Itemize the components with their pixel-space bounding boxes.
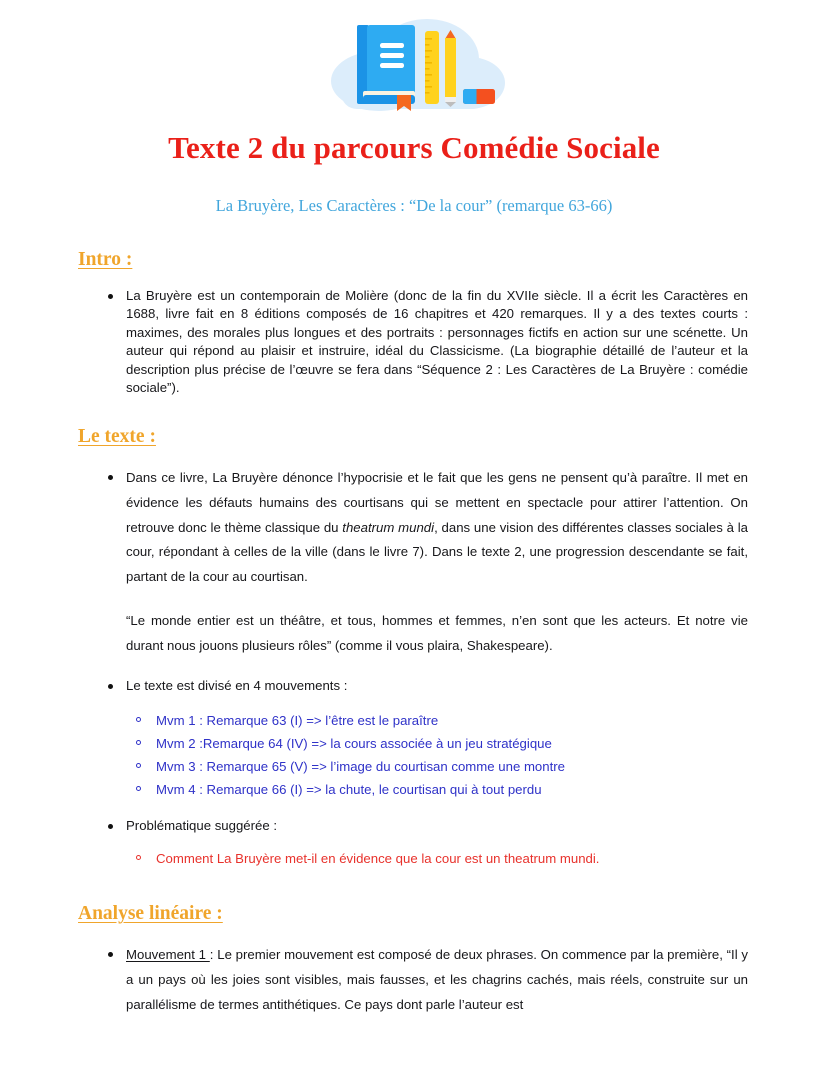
header-illustration bbox=[0, 0, 828, 122]
intro-block bbox=[0, 287, 828, 397]
list-item: Mvm 2 :Remarque 64 (IV) => la cours associée à un jeu stratégique bbox=[126, 732, 748, 755]
eraser-shape bbox=[463, 89, 495, 104]
page-subtitle: La Bruyère, Les Caractères : “De la cour” (remarque 63-66) bbox=[215, 196, 613, 215]
section-heading-analyse-lineaire: Analyse linéaire : bbox=[78, 903, 223, 925]
list-item bbox=[98, 466, 748, 589]
list-item bbox=[98, 943, 748, 1017]
list-item: Mvm 1 : Remarque 63 (I) => l’être est le paraître bbox=[126, 709, 748, 732]
book-ruler-pencil-eraser-icon bbox=[319, 9, 509, 114]
shakespeare-quote-wrapper bbox=[98, 609, 748, 658]
paragraph-part-1: Dans ce livre, La Bruyère dénonce l’hypocrisie et le fait que les gens ne pensent qu’à paraître. Il met en évidence les défauts humains des courtisans qui se mettent en spectacle pour attirer l’attention. On retrouve donc le thème classique du bbox=[126, 470, 748, 535]
paragraph-part-2: , dans une vision des différentes classes sociales à la cour, répondant à celles de la ville (dans le livre 7). Dans le texte 2, une progression descendante se fait, partant de la cour au courtisan. bbox=[126, 519, 748, 584]
problematique-block bbox=[0, 817, 828, 835]
ruler-shape bbox=[425, 31, 439, 104]
theatrum-mundi-italic: theatrum mundi bbox=[342, 519, 435, 535]
intro-paragraph: La Bruyère est un contemporain de Molière (donc de la fin du XVIIe siècle. Il a écrit les Caractères en 1688, livre fait en 8 éditions composés de 16 chapitres et 420 remarques. Il y a des textes courts : maximes, des morales plus longues et des portraits : personnages fictifs en action sur une scénette. Un auteur qui répond au plaisir et instruire, idéal du Classicisme. (La biographie détaillé de l’auteur et la description plus précise de l’œuvre se fera dans “Séquence 2 : Les Caractères de La Bruyère : comédie sociale”). bbox=[126, 288, 748, 396]
analyse-paragraph bbox=[126, 943, 748, 1017]
list-item: Mvm 4 : Remarque 66 (I) => la chute, le courtisan qui à tout perdu bbox=[126, 778, 748, 801]
pencil-shape bbox=[445, 30, 456, 107]
le-texte-block bbox=[0, 466, 828, 695]
mouvements-intro: Le texte est divisé en 4 mouvements : bbox=[126, 677, 348, 693]
list-item bbox=[98, 677, 748, 695]
analyse-block bbox=[0, 943, 828, 1017]
section-heading-intro: Intro : bbox=[78, 249, 133, 270]
mouvements-sublist bbox=[0, 709, 828, 801]
list-item: Mvm 3 : Remarque 65 (V) => l’image du courtisan comme une montre bbox=[126, 755, 748, 778]
page-title: Texte 2 du parcours Comédie Sociale bbox=[168, 130, 660, 165]
mouvement-1-label: Mouvement 1 bbox=[126, 947, 210, 963]
shakespeare-quote: “Le monde entier est un théâtre, et tous, hommes et femmes, n’en sont que les acteurs. Et notre vie durant nous jouons plusieurs rôles” (comme il vous plaira, Shakespeare). bbox=[126, 613, 748, 653]
section-heading-le-texte: Le texte : bbox=[78, 426, 156, 448]
problematique-label: Problématique suggérée : bbox=[126, 818, 278, 833]
list-item bbox=[98, 287, 748, 397]
list-item bbox=[98, 817, 748, 835]
book-shape bbox=[357, 25, 415, 111]
le-texte-paragraph bbox=[126, 466, 748, 589]
problematique-sublist bbox=[0, 847, 828, 870]
analyse-paragraph-text: : Le premier mouvement est composé de deux phrases. On commence par la première, “Il y a un pays où les joies sont visibles, mais fausses, et les chagrins cachés, mais réels, construite sur un parallélisme de termes antithétiques. Ce pays dont parle l’auteur est bbox=[126, 947, 749, 1012]
list-item: Comment La Bruyère met-il en évidence que la cour est un theatrum mundi. bbox=[126, 847, 748, 870]
